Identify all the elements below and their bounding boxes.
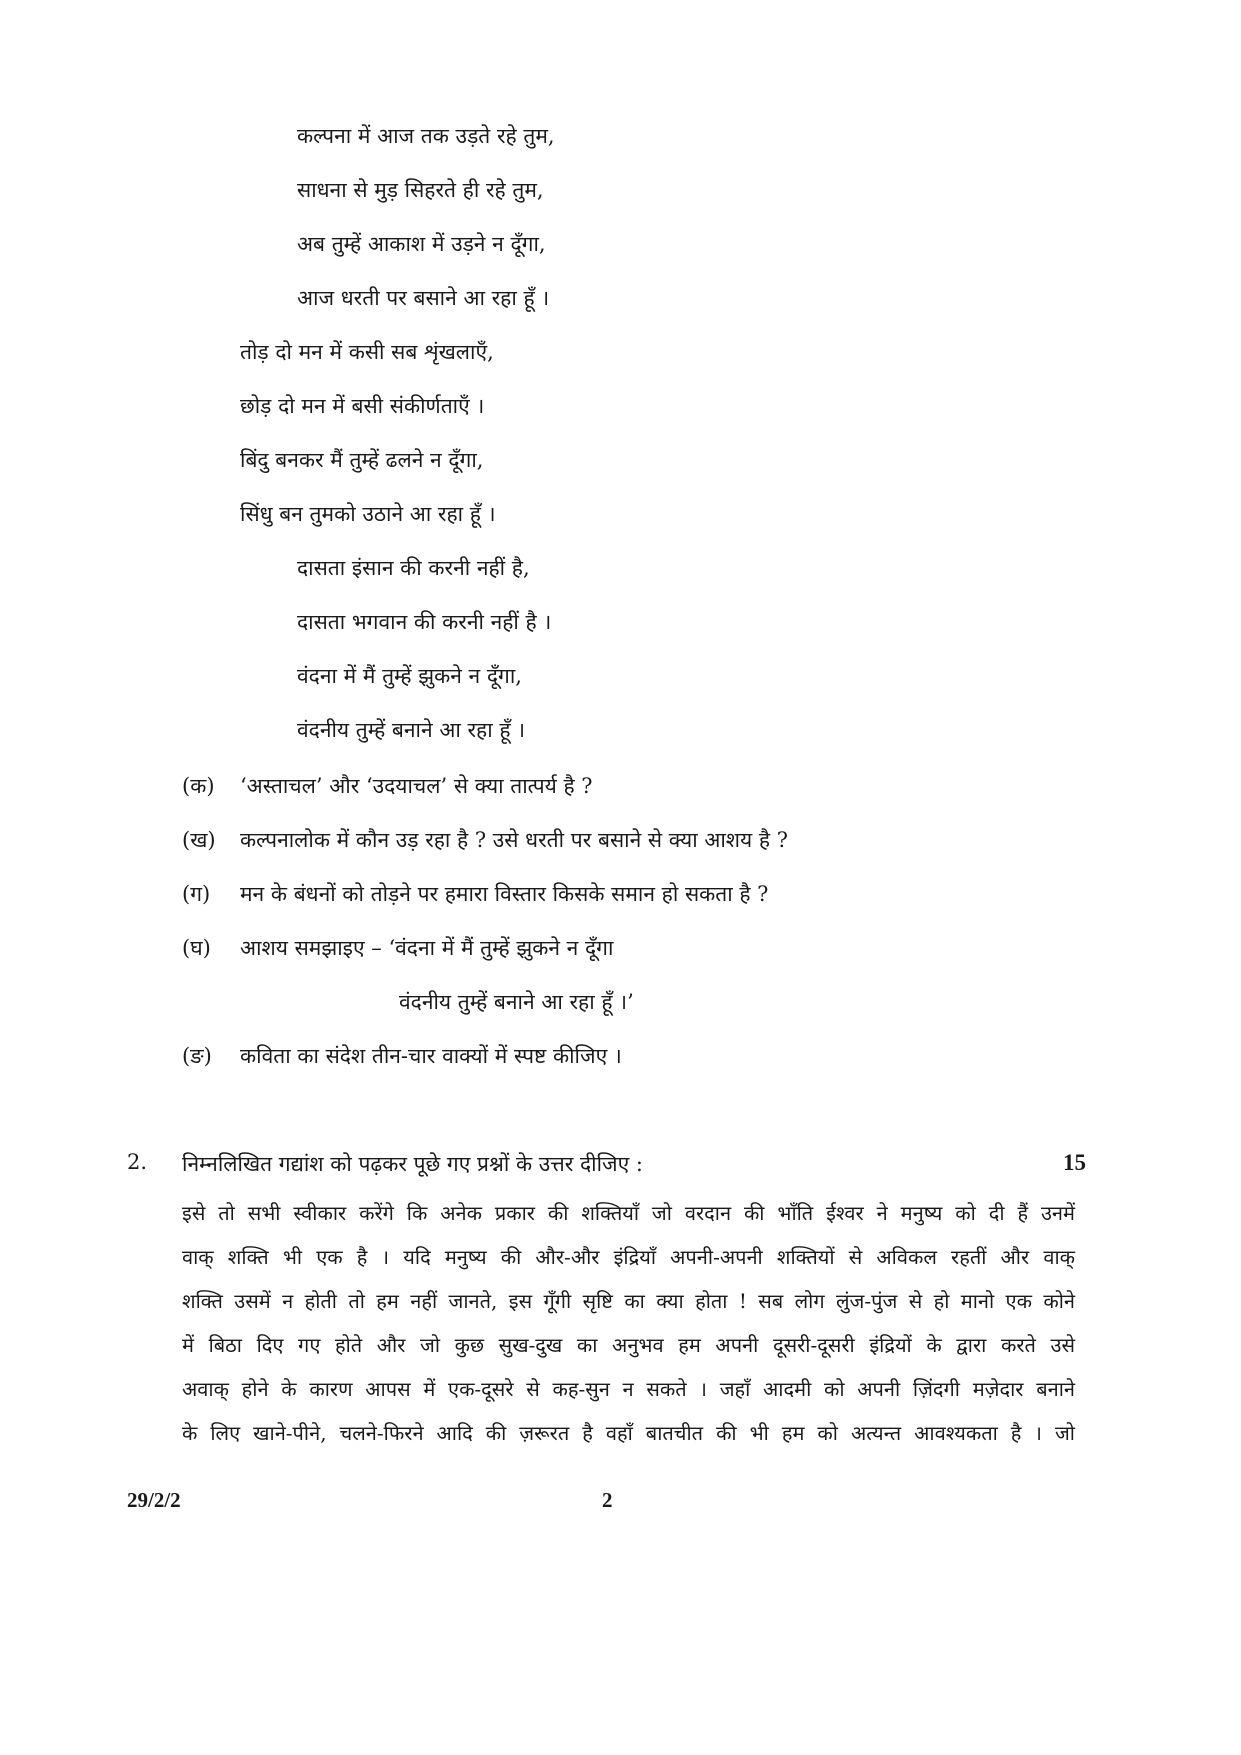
poem-line: तोड़ दो मन में कसी सब शृंखलाएँ, xyxy=(240,340,494,364)
poem-line: सिंधु बन तुमको उठाने आ रहा हूँ । xyxy=(240,502,496,526)
page-number: 2 xyxy=(602,1488,613,1512)
question-label: (ग) xyxy=(182,882,211,906)
question-text: कविता का संदेश तीन-चार वाक्यों में स्पष्ट कीजिए । xyxy=(240,1044,622,1068)
poem-line: बिंदु बनकर मैं तुम्हें ढलने न दूँगा, xyxy=(240,448,484,472)
question-text: कल्पनालोक में कौन उड़ रहा है ? उसे धरती पर बसाने से क्या आशय है ? xyxy=(240,828,789,852)
paper-code: 29/2/2 xyxy=(127,1488,181,1512)
poem-line: दासता भगवान की करनी नहीं है । xyxy=(297,610,552,634)
poem-line: दासता इंसान की करनी नहीं है, xyxy=(297,556,530,580)
poem-line: कल्पना में आज तक उड़ते रहे तुम, xyxy=(297,124,555,148)
poem-line: अब तुम्हें आकाश में उड़ने न दूँगा, xyxy=(297,232,546,256)
question-label: (ख) xyxy=(182,828,216,852)
question-heading: निम्नलिखित गद्यांश को पढ़कर पूछे गए प्रश्नों के उत्तर दीजिए : xyxy=(182,1152,644,1176)
poem-line: वंदना में मैं तुम्हें झुकने न दूँगा, xyxy=(297,664,522,688)
question-label: (क) xyxy=(182,774,215,798)
question-text: ‘अस्ताचल’ और ‘उदयाचल’ से क्या तात्पर्य है ? xyxy=(240,774,593,798)
passage-line: शक्ति उसमें न होती तो हम नहीं जानते, इस गूँगी सृष्टि का क्या होता ! सब लोग लुंज-पुंज से हो मानो एक कोने xyxy=(182,1289,1075,1313)
passage-line: अवाक् होने के कारण आपस में एक-दूसरे से कह-सुन न सकते । जहाँ आदमी को अपनी ज़िंदगी मज़ेदार बनाने xyxy=(182,1377,1075,1401)
question-text-continuation: वंदनीय तुम्हें बनाने आ रहा हूँ ।’ xyxy=(399,990,634,1014)
question-label: (घ) xyxy=(182,936,211,960)
poem-line: आज धरती पर बसाने आ रहा हूँ । xyxy=(297,286,550,310)
question-label: (ङ) xyxy=(182,1044,212,1068)
question-marks: 15 xyxy=(1063,1150,1086,1175)
passage-line: में बिठा दिए गए होते और जो कुछ सुख-दुख का अनुभव हम अपनी दूसरी-दूसरी इंद्रियों के द्वारा करते उसे xyxy=(182,1333,1075,1357)
passage-line: के लिए खाने-पीने, चलने-फिरने आदि की ज़रूरत है वहाँ बातचीत की भी हम को अत्यन्त आवश्यकता है । जो xyxy=(182,1421,1075,1445)
passage-line: इसे तो सभी स्वीकार करेंगे कि अनेक प्रकार की शक्तियाँ जो वरदान की भाँति ईश्वर ने मनुष्य को दी हैं उनमें xyxy=(182,1201,1075,1225)
question-number: 2. xyxy=(127,1150,148,1174)
passage-line: वाक् शक्ति भी एक है । यदि मनुष्य की और-और इंद्रियाँ अपनी-अपनी शक्तियों से अविकल रहतीं और वाक् xyxy=(182,1245,1075,1269)
poem-line: साधना से मुड़ सिहरते ही रहे तुम, xyxy=(297,178,544,202)
poem-line: वंदनीय तुम्हें बनाने आ रहा हूँ । xyxy=(297,718,526,742)
question-text: आशय समझाइए – ‘वंदना में मैं तुम्हें झुकने न दूँगा xyxy=(240,936,614,960)
question-text: मन के बंधनों को तोड़ने पर हमारा विस्तार किसके समान हो सकता है ? xyxy=(240,882,769,906)
poem-line: छोड़ दो मन में बसी संकीर्णताएँ । xyxy=(240,394,485,418)
